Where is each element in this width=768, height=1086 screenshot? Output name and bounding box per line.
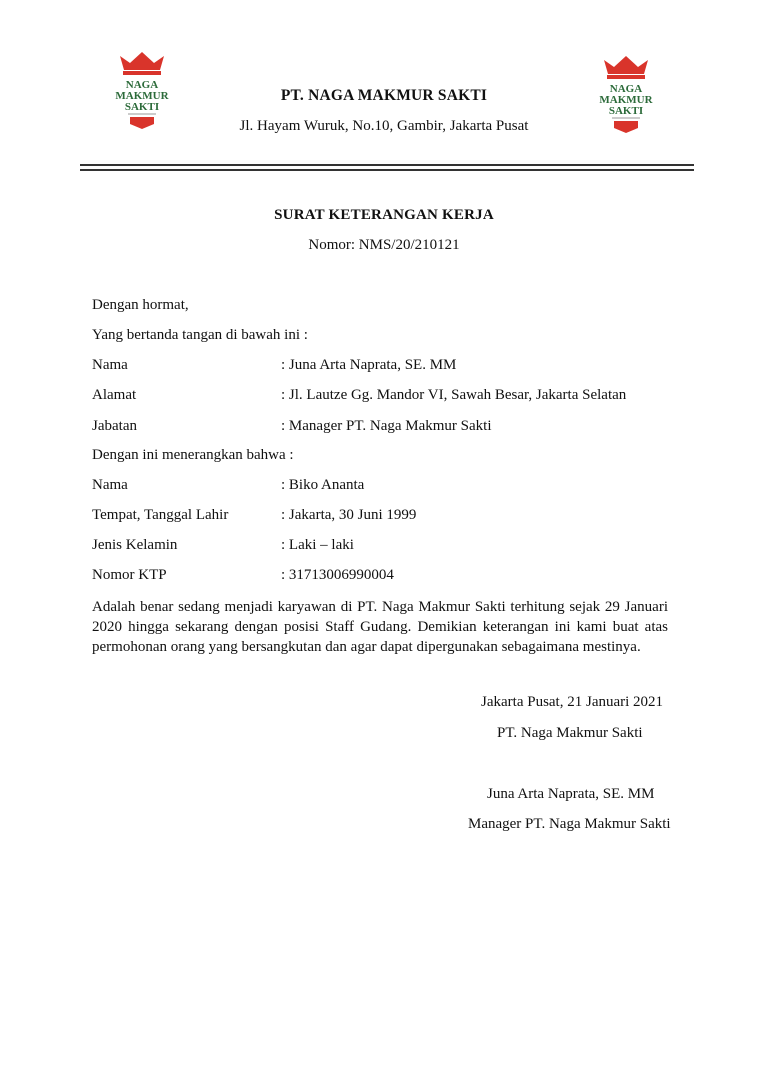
signature-company: PT. Naga Makmur Sakti xyxy=(497,725,643,741)
svg-text:MAKMUR: MAKMUR xyxy=(599,94,653,106)
svg-text:SAKTI: SAKTI xyxy=(608,105,644,117)
body-paragraph: Adalah benar sedang menjadi karyawan di PT. Naga Makmur Sakti terhitung sejak 29 Januari 2020 hingga sekarang dengan posisi Staff Gudang. Demikian keterangan ini kami buat atas permohonan orang yang bersangkutan dan agar dapat dipergunakan sebagaimana mestinya. xyxy=(92,599,668,655)
employee-name-value: : Biko Ananta xyxy=(281,477,365,493)
signatory-address-label: Alamat xyxy=(92,387,137,403)
employee-birth-label: Tempat, Tanggal Lahir xyxy=(92,507,229,523)
svg-text:SAKTI: SAKTI xyxy=(124,101,160,113)
employee-ktp-label: Nomor KTP xyxy=(92,567,167,583)
employee-ktp-value: : 31713006990004 xyxy=(281,567,394,583)
employee-gender-value: : Laki – laki xyxy=(281,537,354,553)
greeting: Dengan hormat, xyxy=(92,297,189,313)
signatory-name-label: Nama xyxy=(92,357,128,373)
letterhead-divider-top xyxy=(80,164,694,166)
company-address: Jl. Hayam Wuruk, No.10, Gambir, Jakarta Pusat xyxy=(239,118,529,134)
statement-intro: Dengan ini menerangkan bahwa : xyxy=(92,447,294,463)
svg-text:MAKMUR: MAKMUR xyxy=(115,90,169,102)
letterhead-divider-bottom xyxy=(80,169,694,171)
signature-place-date: Jakarta Pusat, 21 Januari 2021 xyxy=(481,694,664,710)
signatory-position-label: Jabatan xyxy=(92,418,137,434)
employee-name-label: Nama xyxy=(92,477,128,493)
letter-title: SURAT KETERANGAN KERJA xyxy=(274,207,494,223)
employee-birth-value: : Jakarta, 30 Juni 1999 xyxy=(281,507,417,523)
signatory-position-value: : Manager PT. Naga Makmur Sakti xyxy=(281,418,492,434)
svg-text:NAGA: NAGA xyxy=(609,83,643,95)
employee-gender-label: Jenis Kelamin xyxy=(92,537,178,553)
signatory-name-value: : Juna Arta Naprata, SE. MM xyxy=(281,357,457,373)
signatory-name: Juna Arta Naprata, SE. MM xyxy=(487,786,655,802)
intro-line: Yang bertanda tangan di bawah ini : xyxy=(92,327,308,343)
svg-text:NAGA: NAGA xyxy=(125,79,159,91)
company-name: PT. NAGA MAKMUR SAKTI xyxy=(280,87,488,104)
signatory-position: Manager PT. Naga Makmur Sakti xyxy=(468,816,671,832)
signatory-address-value: : Jl. Lautze Gg. Mandor VI, Sawah Besar, Jakarta Selatan xyxy=(281,387,627,403)
letter-number: Nomor: NMS/20/210121 xyxy=(308,237,460,253)
